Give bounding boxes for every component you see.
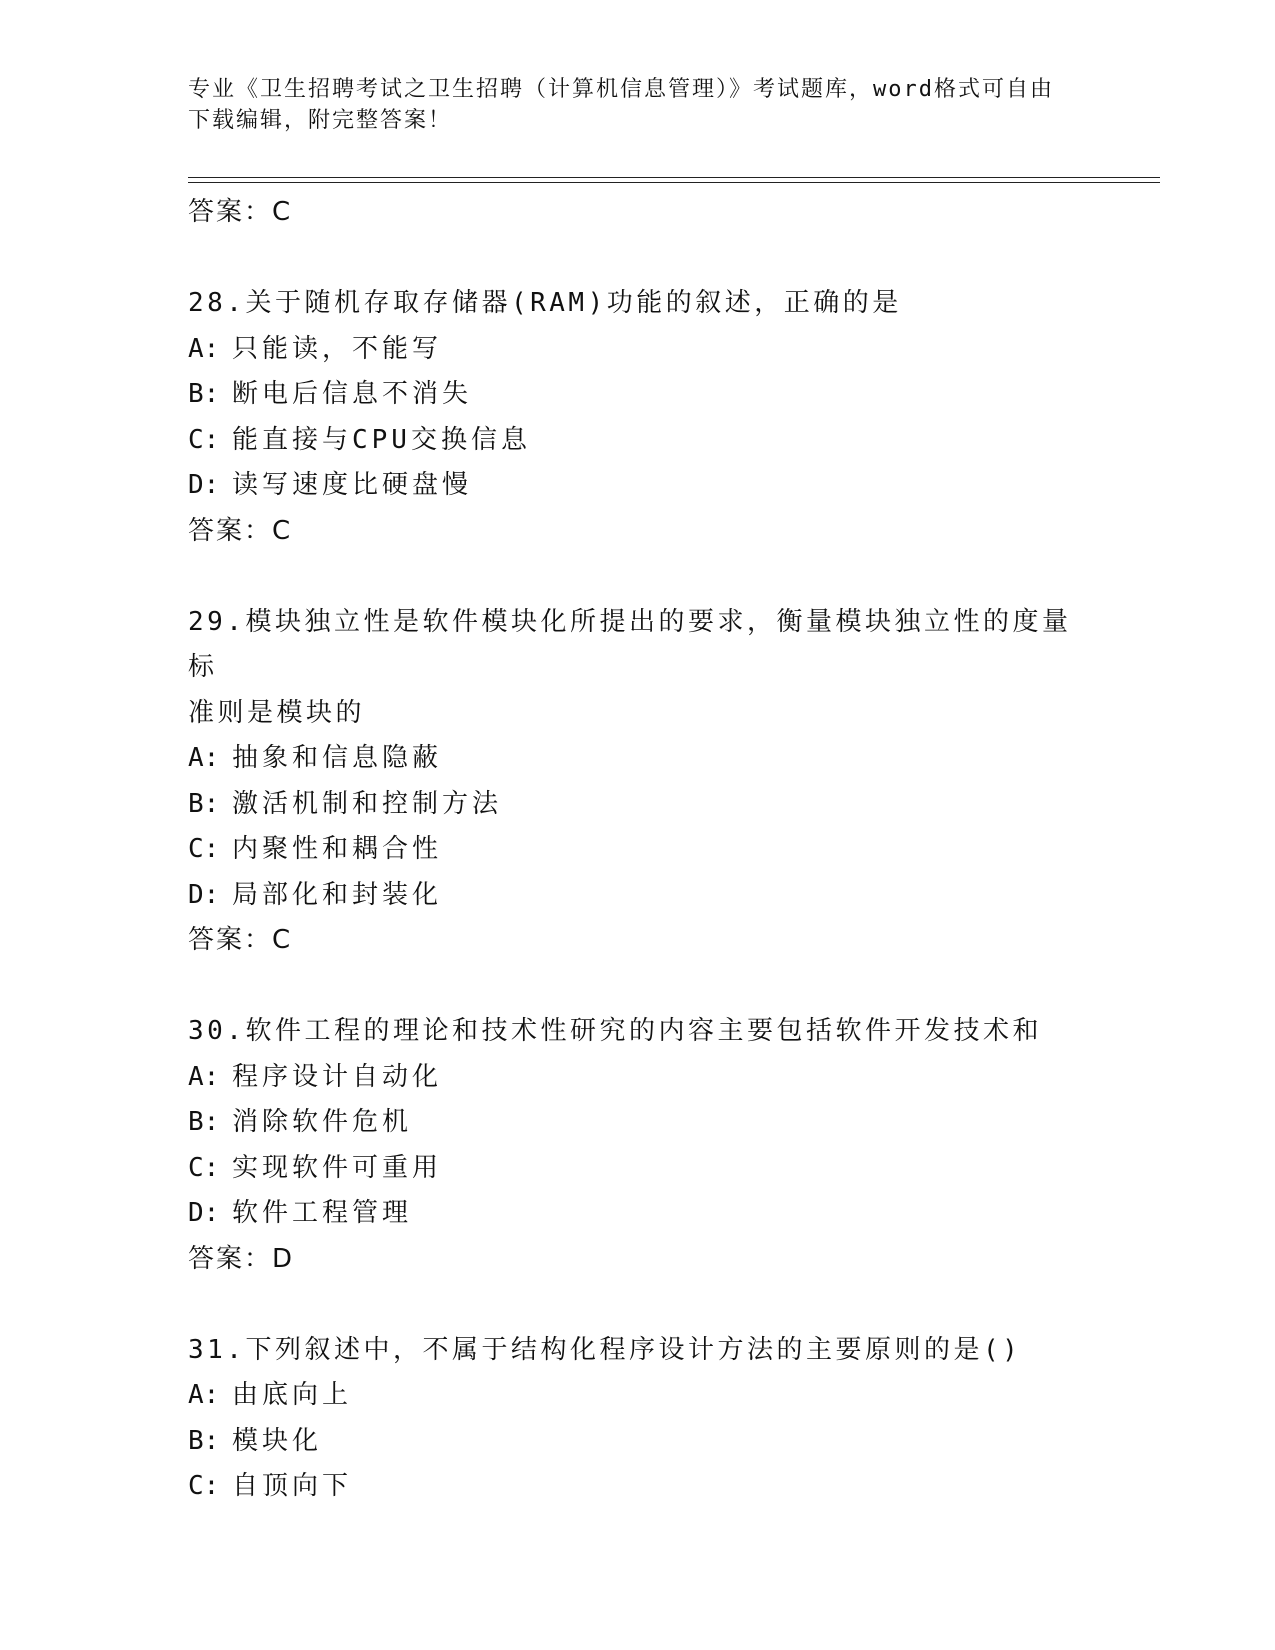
option-text: 由底向上	[232, 1380, 353, 1410]
option-b	[188, 1419, 1088, 1465]
option-text: 自顶向下	[232, 1471, 353, 1501]
option-text: 读写速度比硬盘慢	[232, 470, 473, 500]
option-letter: B:	[188, 1107, 220, 1137]
answer-line	[188, 918, 1088, 964]
option-letter: A:	[188, 1380, 220, 1410]
answer-label: 答案：	[188, 1243, 273, 1274]
header-rule-top	[188, 177, 1160, 178]
option-text: 软件工程管理	[232, 1198, 413, 1228]
option-text: 局部化和封装化	[232, 879, 443, 910]
question-29	[188, 600, 1088, 964]
option-letter: D:	[188, 470, 220, 500]
option-c	[188, 418, 1088, 464]
answer-line	[188, 190, 1088, 236]
option-letter: C:	[188, 1471, 220, 1501]
option-letter: D:	[188, 879, 220, 910]
option-letter: C:	[188, 834, 220, 864]
question-stem: 29.模块独立性是软件模块化所提出的要求，衡量模块独立性的度量标	[188, 606, 1072, 682]
option-letter: A:	[188, 1061, 220, 1092]
option-text: 程序设计自动化	[232, 1061, 443, 1092]
option-a	[188, 1055, 1088, 1101]
option-a	[188, 736, 1088, 782]
answer-value: D	[272, 1243, 294, 1274]
answer-value: C	[272, 925, 292, 955]
header-rule-bottom	[188, 182, 1160, 183]
option-b	[188, 1100, 1088, 1146]
option-letter: C:	[188, 1152, 220, 1183]
question-list	[188, 190, 1088, 1510]
option-text: 断电后信息不消失	[232, 379, 473, 409]
spacer	[188, 964, 1088, 1010]
spacer	[188, 554, 1088, 600]
answer-label: 答案：	[188, 925, 273, 955]
question-31	[188, 1328, 1088, 1510]
option-d	[188, 873, 1088, 919]
option-letter: A:	[188, 333, 220, 364]
answer-value: C	[272, 515, 292, 546]
option-text: 实现软件可重用	[232, 1152, 443, 1183]
option-letter: C:	[188, 424, 220, 455]
question-stem: 28.关于随机存取存储器(RAM)功能的叙述，正确的是	[188, 288, 902, 318]
option-text: 抽象和信息隐蔽	[232, 743, 443, 773]
option-text: 只能读，不能写	[232, 333, 443, 364]
page-header: 专业《卫生招聘考试之卫生招聘（计算机信息管理）》考试题库，word格式可自由下载编辑，附完整答案！	[188, 77, 1054, 133]
option-c	[188, 1146, 1088, 1192]
option-a	[188, 327, 1088, 373]
answer-label: 答案：	[188, 515, 273, 546]
answer-label: 答案：	[188, 197, 273, 227]
question-stem: 31.下列叙述中，不属于结构化程序设计方法的主要原则的是()	[188, 1334, 1022, 1365]
option-text: 激活机制和控制方法	[232, 788, 503, 819]
option-letter: B:	[188, 788, 220, 819]
option-letter: B:	[188, 379, 220, 409]
question-stem: 30.软件工程的理论和技术性研究的内容主要包括软件开发技术和	[188, 1016, 1042, 1046]
answer-line	[188, 1237, 1088, 1283]
question-stem-continued: 准则是模块的	[188, 697, 366, 728]
question-30	[188, 1009, 1088, 1282]
option-a	[188, 1373, 1088, 1419]
option-text: 能直接与CPU交换信息	[232, 424, 531, 455]
option-b	[188, 782, 1088, 828]
option-text: 内聚性和耦合性	[232, 834, 443, 864]
option-c	[188, 1464, 1088, 1510]
option-letter: A:	[188, 743, 220, 773]
option-letter: B:	[188, 1425, 220, 1456]
option-text: 模块化	[232, 1425, 323, 1456]
spacer	[188, 1282, 1088, 1328]
question-28	[188, 281, 1088, 554]
spacer	[188, 236, 1088, 282]
option-c	[188, 827, 1088, 873]
option-d	[188, 1191, 1088, 1237]
answer-value: C	[272, 197, 292, 227]
option-b	[188, 372, 1088, 418]
option-d	[188, 463, 1088, 509]
answer-line	[188, 509, 1088, 555]
option-letter: D:	[188, 1198, 220, 1228]
option-text: 消除软件危机	[232, 1107, 413, 1137]
